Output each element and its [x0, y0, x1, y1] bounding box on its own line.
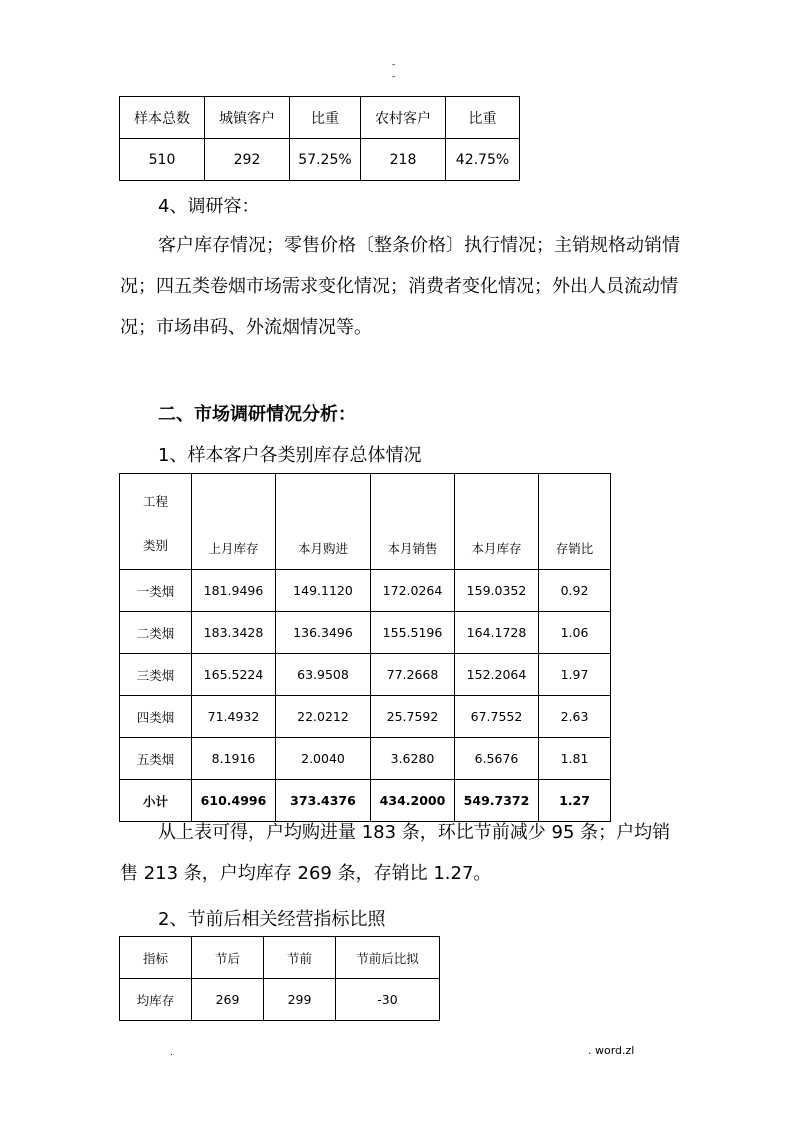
- table-cell: 1.81: [539, 738, 611, 780]
- subsection-2-heading: 2、节前后相关经营指标比照: [158, 909, 386, 930]
- table-cell: 183.3428: [192, 612, 276, 654]
- section-4-body: 客户库存情况；零售价格〔整条价格〕执行情况；主销规格动销情况；四五类卷烟市场需求变化情况；消费者变化情况；外出人员流动情况；市场串码、外流烟情况等。: [120, 235, 680, 338]
- table-header-cell: 节前: [264, 937, 336, 979]
- table-header-cell: 节前后比拟: [336, 937, 440, 979]
- table-cell: 77.2668: [371, 654, 455, 696]
- table-cell: 25.7592: [371, 696, 455, 738]
- table-cell: 269: [192, 979, 264, 1021]
- table-cell: 292: [205, 139, 290, 181]
- table-cell: 165.5224: [192, 654, 276, 696]
- section-4-heading: 4、调研容：: [158, 196, 260, 217]
- table-cell: 一类烟: [120, 570, 192, 612]
- table-cell: 181.9496: [192, 570, 276, 612]
- table-header-cell: 样本总数: [120, 97, 205, 139]
- subsection-1-heading: 1、样本客户各类别库存总体情况: [158, 445, 422, 466]
- table-cell: 434.2000: [371, 780, 455, 822]
- table-cell: 172.0264: [371, 570, 455, 612]
- table-cell: 63.9508: [276, 654, 371, 696]
- table-cell: 2.0040: [276, 738, 371, 780]
- table-corner-cell: [120, 474, 192, 570]
- table-cell: 67.7552: [455, 696, 539, 738]
- table-cell: 3.6280: [371, 738, 455, 780]
- table-row: [120, 654, 611, 696]
- table-cell: 373.4376: [276, 780, 371, 822]
- table-cell: 二类烟: [120, 612, 192, 654]
- table-cell: 152.2064: [455, 654, 539, 696]
- section-2-heading: 二、市场调研情况分析：: [158, 404, 356, 425]
- table-cell: 71.4932: [192, 696, 276, 738]
- table-cell: 四类烟: [120, 696, 192, 738]
- summary-paragraph: 从上表可得，户均购进量 183 条，环比节前减少 95 条；户均销售 213 条，户均库存 269 条，存销比 1.27。: [120, 822, 671, 884]
- table-cell: 1.27: [539, 780, 611, 822]
- header-mark-1: -: [392, 60, 396, 70]
- table-cell: 五类烟: [120, 738, 192, 780]
- table-cell: 8.1916: [192, 738, 276, 780]
- table-cell: 22.0212: [276, 696, 371, 738]
- table-cell: 2.63: [539, 696, 611, 738]
- table-cell: 1.06: [539, 612, 611, 654]
- table-row: [120, 570, 611, 612]
- table-header-row: [120, 97, 520, 139]
- table-cell: 1.97: [539, 654, 611, 696]
- table-cell: 510: [120, 139, 205, 181]
- corner-bottom-label: 类别: [142, 537, 168, 553]
- footer-right-text: . word.zl: [588, 1044, 635, 1057]
- table-cell: 57.25%: [290, 139, 361, 181]
- table-header-cell: 比重: [290, 97, 361, 139]
- header-mark-2: -: [392, 72, 396, 82]
- table-header-cell: 本月购进: [276, 474, 371, 570]
- table-header-cell: 上月库存: [192, 474, 276, 570]
- table-cell: 136.3496: [276, 612, 371, 654]
- table-header-row: [120, 937, 440, 979]
- table-row: [120, 979, 440, 1021]
- table-cell: 0.92: [539, 570, 611, 612]
- comparison-table: [119, 936, 440, 1021]
- table-cell: 三类烟: [120, 654, 192, 696]
- table-header-cell: 城镇客户: [205, 97, 290, 139]
- table-cell: 42.75%: [446, 139, 520, 181]
- table-header-cell: 农村客户: [361, 97, 446, 139]
- table-row: [120, 738, 611, 780]
- table-cell: 549.7372: [455, 780, 539, 822]
- table-cell: 6.5676: [455, 738, 539, 780]
- sample-table: [119, 96, 520, 181]
- table-cell: 610.4996: [192, 780, 276, 822]
- inventory-table: [119, 473, 611, 822]
- table-cell: 均库存: [120, 979, 192, 1021]
- table-cell: -30: [336, 979, 440, 1021]
- footer-left-mark: .: [170, 1048, 173, 1058]
- table-header-cell: 本月库存: [455, 474, 539, 570]
- table-row: [120, 139, 520, 181]
- table-row: [120, 696, 611, 738]
- table-header-cell: 比重: [446, 97, 520, 139]
- table-cell: 218: [361, 139, 446, 181]
- table-row: [120, 612, 611, 654]
- table-header-cell: 指标: [120, 937, 192, 979]
- corner-top-label: 工程: [142, 493, 168, 509]
- table-cell: 299: [264, 979, 336, 1021]
- table-header-row: [120, 474, 611, 570]
- table-header-cell: 节后: [192, 937, 264, 979]
- table-cell: 159.0352: [455, 570, 539, 612]
- table-cell: 149.1120: [276, 570, 371, 612]
- table-cell: 164.1728: [455, 612, 539, 654]
- table-header-cell: 本月销售: [371, 474, 455, 570]
- table-header-cell: 存销比: [539, 474, 611, 570]
- table-cell: 小计: [120, 780, 192, 822]
- table-cell: 155.5196: [371, 612, 455, 654]
